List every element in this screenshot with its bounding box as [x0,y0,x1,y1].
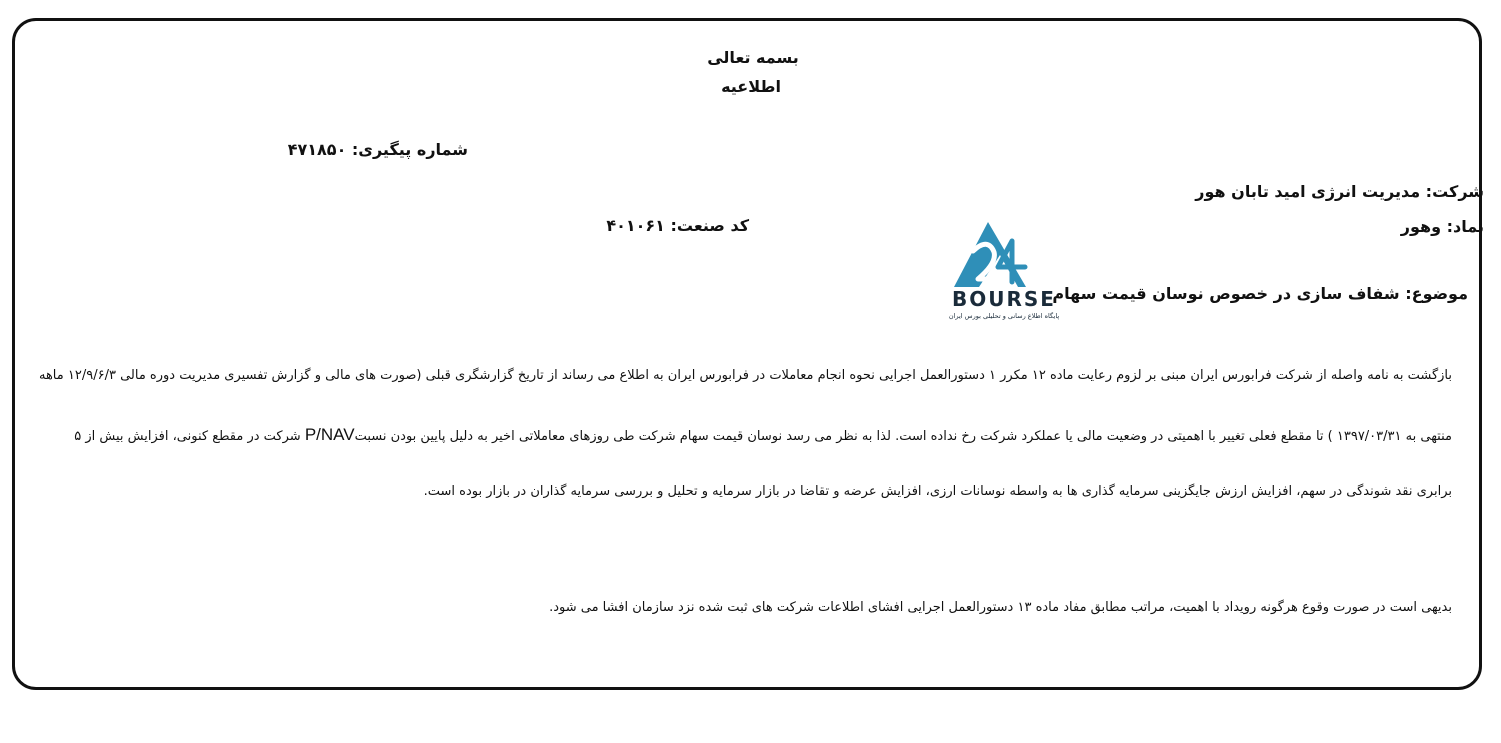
tracking-number-value: ۴۷۱۸۵۰ [287,140,347,159]
industry-code-value: ۴۰۱۰۶۱ [606,216,665,235]
symbol-label: نماد: [1446,217,1484,236]
bourse-logo [940,215,1068,323]
symbol-line [1401,217,1484,236]
body-paragraph-line-2 [74,425,1452,445]
disclosure-note: بدیهی است در صورت وقوع هرگونه رویداد با اهمیت، مراتب مطابق مفاد ماده ۱۳ دستورالعمل اجرایی افشای اطلاعات شرکت های ثبت شده نزد سازمان افشا می شود. [549,600,1452,615]
logo-wordmark: BOURSE [952,287,1056,311]
subject-line [1052,284,1468,303]
tracking-number [288,140,468,159]
company-line [1195,182,1484,201]
tracking-number-label: شماره پیگیری: [351,140,468,159]
industry-code-line [606,216,749,235]
subject-value: شفاف سازی در خصوص نوسان قیمت سهام [1052,284,1400,303]
logo-tagline: پایگاه اطلاع رسانی و تحلیلی بورس ایران [948,312,1060,320]
invocation-heading: بسمه تعالی [707,48,799,67]
document-border [12,18,1482,690]
subject-label: موضوع: [1405,284,1468,303]
symbol-value: وهور [1400,217,1442,236]
announcement-title: اطلاعیه [721,77,781,96]
body-paragraph-line-1: بازگشت به نامه واصله از شرکت فرابورس ایران مبنی بر لزوم رعایت ماده ۱۲ مکرر ۱ دستورالعمل اجرایی نحوه انجام معاملات در فرابورس ایران به اطلاع می رساند از تاریخ گزارشگری قبلی (صورت های مالی و گزارش تفسیری مدیریت دوره مالی ۱۲/۹/۶/۳ ماهه [38,368,1452,383]
industry-code-label: کد صنعت: [670,216,749,235]
pnav-ratio: P/NAV [304,425,355,444]
company-label: شرکت: [1425,182,1484,201]
body-line-2-start: منتهی به ۱۳۹۷/۰۳/۳۱ ) تا مقطع فعلی تغییر با اهمیتی در وضعیت مالی یا عملکرد شرکت رخ نداده است. لذا به نظر می رسد نوسان قیمت سهام شرکت طی روزهای معاملاتی اخیر به دلیل پایین بودن نسبت [354,429,1452,444]
body-line-2-end: شرکت در مقطع کنونی، افزایش بیش از ۵ [74,429,305,444]
company-name: مدیریت انرژی امید تابان هور [1195,182,1421,201]
body-paragraph-line-3: برابری نقد شوندگی در سهم، افزایش ارزش جایگزینی سرمایه گذاری ها به واسطه نوسانات ارزی، افزایش عرضه و تقاضا در بازار سرمایه و تحلیل و بررسی سرمایه گذاران در بازار بوده است. [423,484,1452,499]
